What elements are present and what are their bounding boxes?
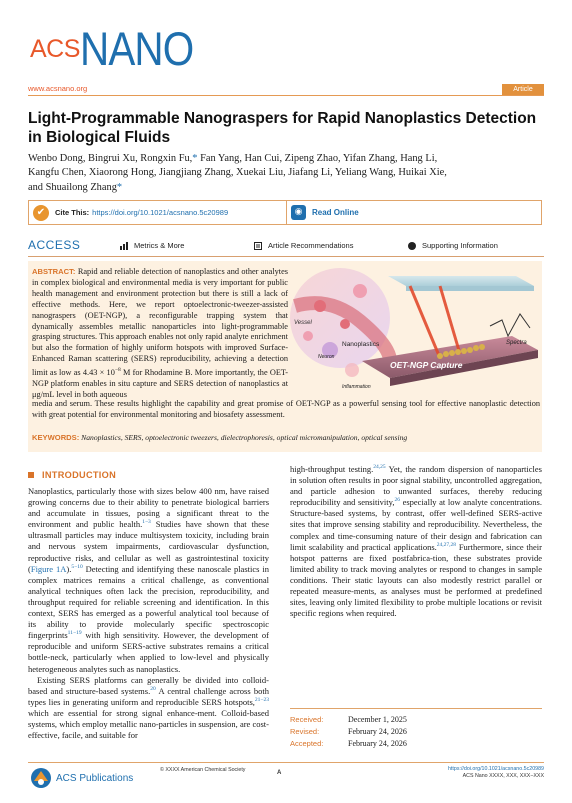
read-online-button[interactable] xyxy=(291,201,359,224)
toc-label-neuron: Neuron xyxy=(318,354,335,360)
recommendations-link[interactable] xyxy=(254,241,353,250)
laser-beam xyxy=(440,286,460,354)
article-icon xyxy=(254,242,262,250)
bar-chart-icon xyxy=(120,242,128,250)
corresponding-author-star[interactable]: * xyxy=(192,153,198,164)
spectra-line xyxy=(490,314,530,336)
keywords xyxy=(32,433,540,443)
abstract-part1b: M for Rhodamine B. More importantly, the OET-NGP platform enables in situ capture and SERS detection of nanoplastics at μg/mL level in both aqueous xyxy=(32,367,288,399)
cite-label: Cite This: xyxy=(55,208,90,217)
top-electrode-edge xyxy=(406,286,534,291)
body-column-right xyxy=(290,464,542,619)
laser-beam xyxy=(410,286,440,358)
section-marker xyxy=(28,472,34,478)
citation-link[interactable]: 20 xyxy=(150,685,156,692)
publisher-name: ACS Publications xyxy=(56,772,134,784)
intro-paragraph-1: Nanoplastics, particularly those with sizes below 400 nm, have raised growing concerns due to their ability to penetrate biological barriers and accumulate in tissues, posing a significant threat to the environment and public health.$^{1-3}$ Studies have shown that these ultrasmall particles may induce multisystem toxicity, including brain and nervous system impairments, cardiovascular dysfunction, reproductive risks, and cellular as well as gastrointestinal toxicity (Figure 1A).$^{5-10}$ Detecting and identifying these nanoscale plastics in complex matrices remains a critical challenge, as conventional analytical techniques often lack the precision, reproducibility, and throughput required for reliable screening and identification. In this context, SERS has emerged as a powerful analytical tool because of its ability to provide molecularly specific spectroscopic fingerprints$^{11-19}$ with high sensitivity. However, the development of reproducible and uniform SERS-active substrates remains a critical bottle-neck, particularly when applied to low-level and physically heterogeneous analytes such as nanoplastics. xyxy=(28,486,270,674)
globe-icon: ◉ xyxy=(291,205,306,220)
logo-acs: ACS xyxy=(30,35,80,63)
recommendations-label: Article Recommendations xyxy=(268,241,354,250)
article-title: Light-Programmable Nanograspers for Rapid Nanoplastics Detection in Biological Fluids xyxy=(28,110,537,146)
figure-link[interactable]: Figure 1A xyxy=(30,563,67,574)
abstract-continuation: media and serum. These results highlight the capability and great promise of OET-NGP as a powerful sensing tool for effective nanoplastic detection with great potential for environmental monitoring and biosafety assessment. xyxy=(32,399,540,419)
toc-label-inflammation: Inflammation xyxy=(342,384,371,390)
si-icon xyxy=(408,242,416,250)
top-electrode xyxy=(388,276,534,286)
toc-label-capture: OET-NGP Capture xyxy=(390,360,463,370)
article-type-badge: Article xyxy=(502,84,544,95)
publisher-logo xyxy=(30,767,133,789)
toc-graphic xyxy=(290,266,538,400)
author-list xyxy=(28,152,546,195)
citation-link[interactable]: 24,25 xyxy=(373,464,386,471)
cite-divider xyxy=(286,201,287,224)
citation-link[interactable]: 11−19 xyxy=(67,630,82,637)
blood-cell xyxy=(340,319,350,329)
quote-icon: ✔ xyxy=(33,205,49,221)
access-bar xyxy=(28,238,542,253)
body-circle xyxy=(290,268,390,368)
keywords-list: Nanoplastics, SERS, optoelectronic tweezers, dielectrophoresis, optical micromanipulation, optical sensing xyxy=(81,433,408,442)
supporting-info-link[interactable] xyxy=(408,241,498,250)
intro-heading xyxy=(28,470,116,480)
intro-heading-text: INTRODUCTION xyxy=(42,470,117,480)
citation-link[interactable]: 26 xyxy=(394,497,400,504)
inflammation-shape xyxy=(345,363,359,377)
cite-this xyxy=(29,201,285,224)
authors-line1a: Wenbo Dong, Bingrui Xu, Rongxin Fu, xyxy=(28,153,193,164)
access-label: ACCESS xyxy=(28,238,81,252)
corresponding-author-star[interactable]: * xyxy=(116,181,123,193)
supporting-info-label: Supporting Information xyxy=(422,241,498,250)
journal-logo xyxy=(30,22,212,75)
footer-rule xyxy=(28,762,544,763)
blood-cell xyxy=(353,284,367,298)
body-column-left xyxy=(28,486,269,741)
intro-paragraph-3: high-throughput testing.$^{24,25}$ Yet, the random dispersion of nanoparticles in solution often results in poor signal stability, uncontrolled aggregation, and particle adhesion to unwanted surfaces, thereby reducing reproducibility and sensitivity,$^{26}$ especially at low analyte concentrations. Structure-based systems, by contrast, offer well-defined SERS-active sites that improve sensing stability and reproducibility. Nevertheless, the complex and time-consuming nature of their design and fabrication can limit scalability and practical applications.$^{24,27,28}$ Furthermore, since their hotspot patterns are fixed postfabrica-tion, these substrates provide limited ability to track moving analytes or respond to changes in sample conditions. Their static layouts can also modestly restrict parallel or repeated measure-ments, as analyses must be performed at predefined sites, leaving only limited flexibility to probe multiple locations or revisit specific regions when required. xyxy=(290,464,543,619)
footer-doi-link[interactable]: https://doi.org/10.1021/acsnano.5c20989 xyxy=(447,766,544,772)
page-number: A xyxy=(277,770,282,776)
journal-url[interactable]: www.acsnano.org xyxy=(28,84,88,93)
blood-cell xyxy=(314,300,326,312)
citation-link[interactable]: 1−3 xyxy=(142,519,151,526)
authors-line2: Kangfu Chen, Xiaorong Hong, Jiangjiang Zhang, Xuekai Liu, Jiafang Li, Yeliang Wang, Huikai Xie, xyxy=(28,167,447,179)
toc-label-vessel: Vessel xyxy=(294,320,312,326)
toc-label-spectra: Spectra xyxy=(506,340,527,346)
cite-doi-link[interactable]: https://doi.org/10.1021/acsnano.5c20989 xyxy=(92,208,229,217)
access-rule xyxy=(28,256,544,257)
abstract-exponent: −8 xyxy=(114,367,121,374)
header-rule xyxy=(28,95,544,96)
article-dates: Received: December 1, 2025 Revised: February 24, 2026 Accepted: February 24, 2026 xyxy=(290,708,542,747)
metrics-link[interactable] xyxy=(120,241,184,250)
citation-link[interactable]: 21−23 xyxy=(254,696,269,703)
logo-nano: NANO xyxy=(79,22,194,75)
citation-link[interactable]: 5−10 xyxy=(71,563,83,570)
metrics-label: Metrics & More xyxy=(134,241,185,250)
intro-paragraph-2: Existing SERS platforms can generally be divided into colloid-based and structure-based systems.$^{20}$ A central challenge across both types lies in generating uniform and reproducible SERS hotspots,$^{21-23}$ which are essential for strong signal enhance-ment. Colloid-based systems, which employ metallic nano-particles in suspension, are cost-effective, facile, and suitable for xyxy=(28,674,269,741)
authors-line3: and Shuailong Zhang xyxy=(28,181,117,193)
abstract-text xyxy=(32,267,288,401)
abstract-heading: ABSTRACT: xyxy=(32,267,76,276)
abstract-part1: Rapid and reliable detection of nanoplastics and other analytes in complex biological and environmental media is very important for public health management and environment protection but there is still a lack of effective methods. Here, we report optoelectronic-tweezer-assisted nanograspers (OET-NGP), a reconfigurable trapping system that dynamically assembles metallic nanoparticles into light-programmable grasping structures. This approach enables not only rapid analyte enrichment but also the formation of highly uniform hotspots with improved Surface-Enhanced Raman scattering (SERS) reproducibility, achieving a detection limit as low as 4.43 × 10 xyxy=(32,267,288,377)
keywords-heading: KEYWORDS: xyxy=(32,433,80,442)
read-online-label: Read Online xyxy=(312,208,359,217)
authors-line1b: Fan Yang, Han Cui, Zipeng Zhao, Yifan Zhang, Hang Li, xyxy=(197,153,438,164)
blood-cell xyxy=(303,331,313,341)
toc-label-nanoplastics: Nanoplastics xyxy=(342,341,380,348)
citation-link[interactable]: 24,27,28 xyxy=(436,541,457,548)
copyright: © XXXX American Chemical Society xyxy=(160,767,246,773)
footer-journal-ref: ACS Nano XXXX, XXX, XXX−XXX xyxy=(462,773,544,779)
cite-box xyxy=(28,200,542,225)
acs-publications-icon xyxy=(30,767,52,789)
